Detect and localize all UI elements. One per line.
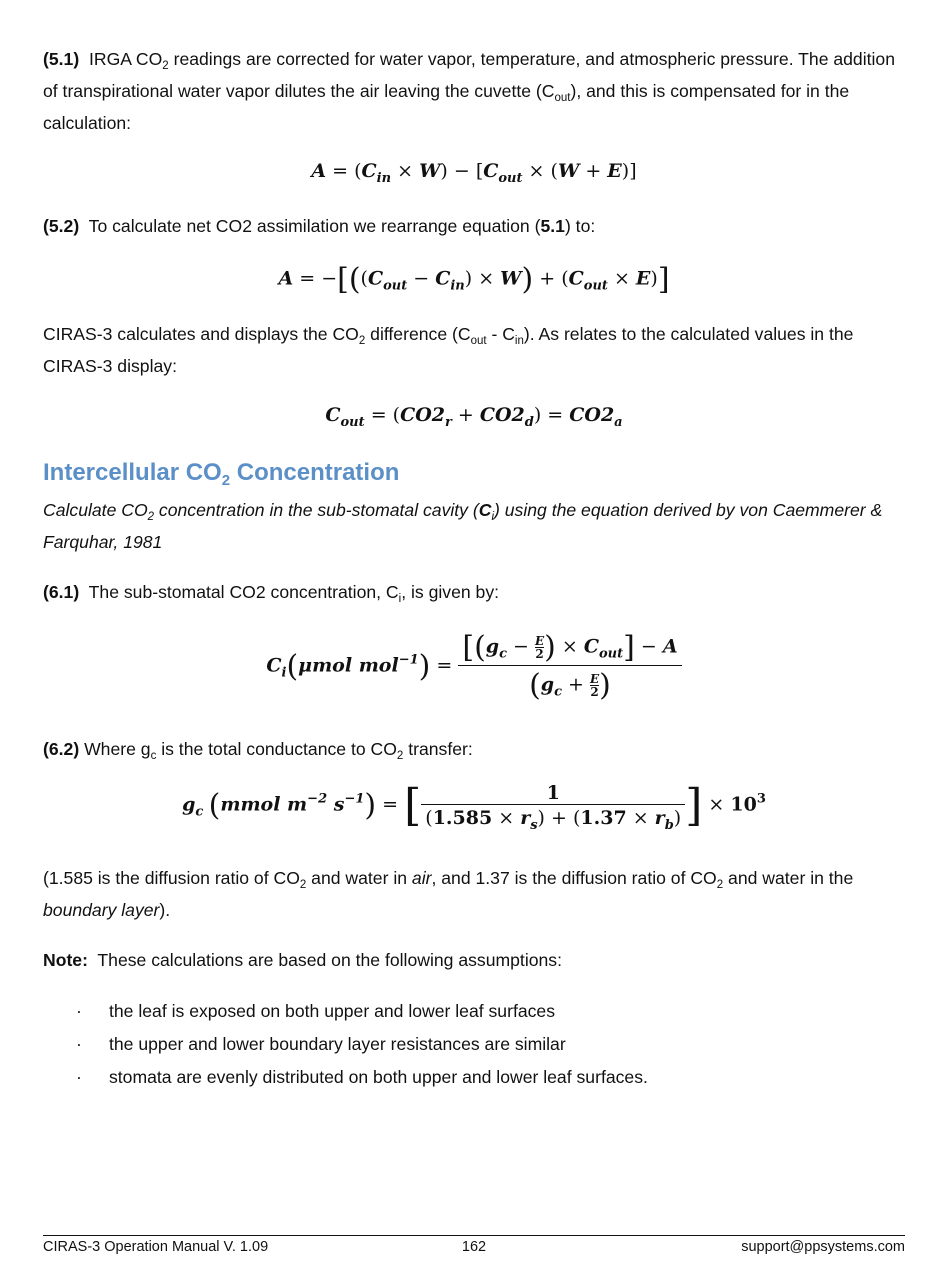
math-var: C bbox=[266, 654, 282, 677]
paragraph-6-2 bbox=[43, 733, 905, 765]
paragraph-5-1 bbox=[43, 43, 905, 139]
paragraph-5-2 bbox=[43, 210, 905, 242]
math-var: A bbox=[278, 267, 294, 290]
subscript: out bbox=[554, 92, 571, 104]
math-op: ( bbox=[425, 806, 433, 829]
note-text: These calculations are based on the following assumptions: bbox=[87, 950, 562, 970]
math-sub: i bbox=[281, 665, 287, 681]
list-item bbox=[43, 1061, 905, 1094]
subscript: 2 bbox=[162, 60, 169, 72]
math-op: × bbox=[492, 806, 521, 829]
note-label: Note: bbox=[43, 950, 88, 970]
subscript: out bbox=[470, 335, 487, 347]
label-5-2: (5.2) bbox=[43, 216, 80, 236]
text: Calculate CO bbox=[43, 500, 148, 520]
math-sub: s bbox=[530, 817, 538, 833]
math-op: × bbox=[472, 267, 501, 290]
math-var: E bbox=[635, 267, 651, 290]
emphasis: boundary layer bbox=[43, 900, 160, 920]
math-sub: out bbox=[340, 415, 365, 430]
math-op: = bbox=[376, 793, 405, 816]
list-item-text: stomata are evenly distributed on both upper and lower leaf surfaces. bbox=[109, 1067, 648, 1087]
text: ) to: bbox=[564, 216, 596, 236]
list-item bbox=[43, 995, 905, 1028]
math-op: ) bbox=[440, 160, 448, 182]
text: ), and this is compensated for in the calculation: bbox=[43, 81, 850, 133]
math-var: g bbox=[540, 673, 555, 696]
math-op: ) bbox=[533, 404, 542, 426]
math-unit: s bbox=[327, 793, 345, 816]
math-sub: d bbox=[524, 415, 534, 430]
math-op: − bbox=[634, 635, 663, 658]
small-fraction bbox=[590, 673, 599, 698]
math-bracket: ] bbox=[623, 630, 635, 665]
text: To calculate net CO2 assimilation we rearrange equation ( bbox=[88, 216, 541, 236]
text: ). As relates to the calculated values in the CIRAS-3 display: bbox=[43, 324, 854, 376]
math-op: = bbox=[364, 404, 393, 426]
math-op: ] bbox=[629, 160, 637, 182]
heading-text: Concentration bbox=[230, 459, 400, 486]
math-var: C bbox=[568, 267, 584, 290]
text: - C bbox=[486, 324, 515, 344]
math-var: C bbox=[367, 267, 384, 290]
math-sub: c bbox=[554, 684, 563, 700]
paragraph-diffusion-ratio bbox=[43, 862, 905, 926]
math-sup: 3 bbox=[756, 791, 766, 807]
math-op: ) bbox=[673, 806, 682, 829]
math-bracket: ) bbox=[521, 262, 534, 297]
text: , is given by: bbox=[401, 582, 500, 602]
list-item-text: the upper and lower boundary layer resistances are similar bbox=[109, 1034, 566, 1054]
math-op: ) bbox=[537, 806, 545, 829]
math-sub: out bbox=[599, 646, 624, 662]
math-bracket: [ bbox=[404, 780, 422, 831]
math-op: × bbox=[607, 267, 636, 290]
math-op: + bbox=[544, 806, 573, 829]
subscript: 2 bbox=[299, 879, 307, 891]
text: (1.585 is the diffusion ratio of CO bbox=[43, 868, 300, 888]
math-bracket: ) bbox=[364, 788, 377, 823]
text: The sub-stomatal CO2 concentration, C bbox=[88, 582, 399, 602]
equation-5-2 bbox=[43, 262, 905, 297]
math-sub: b bbox=[664, 817, 674, 833]
math-op: = bbox=[541, 404, 570, 426]
paragraph-intro bbox=[43, 494, 905, 558]
math-var: C bbox=[435, 267, 451, 290]
note-paragraph bbox=[43, 944, 905, 976]
math-op: × bbox=[391, 160, 420, 182]
math-unit: μmol mol bbox=[298, 654, 399, 677]
math-bracket: ( bbox=[208, 788, 221, 823]
text: concentration in the sub-stomatal cavity ( bbox=[154, 500, 479, 520]
math-sub: c bbox=[499, 646, 508, 662]
fraction bbox=[458, 630, 681, 703]
math-op: ) bbox=[650, 267, 658, 290]
math-var: CO2 bbox=[569, 404, 615, 426]
math-bracket: ) bbox=[544, 630, 556, 665]
subscript: 2 bbox=[358, 335, 366, 347]
text: readings are corrected for water vapor, temperature, and atmospheric pressure. The addition of transpirational water vapor dilutes the air leaving the cuvette (C bbox=[43, 49, 895, 101]
math-num: 1.585 bbox=[432, 806, 493, 829]
math-var: CO2 bbox=[400, 404, 445, 426]
text: transfer: bbox=[403, 739, 473, 759]
assumptions-list bbox=[43, 995, 905, 1094]
equation-5-1 bbox=[43, 160, 905, 186]
math-var: E bbox=[535, 634, 545, 648]
math-sub: r bbox=[444, 415, 452, 430]
bullet-icon: · bbox=[76, 1001, 82, 1021]
text: ) using the equation derived by von Caemmerer & Farquhar, 1981 bbox=[43, 500, 883, 552]
math-var: A bbox=[311, 160, 327, 182]
math-var: W bbox=[557, 160, 580, 182]
math-var: r bbox=[654, 806, 665, 829]
equation-ref: 5.1 bbox=[540, 216, 565, 236]
math-op: + bbox=[533, 267, 562, 290]
page-number: 162 bbox=[461, 1239, 487, 1255]
math-bracket: ) bbox=[599, 668, 611, 703]
label-5-1: (5.1) bbox=[43, 49, 80, 69]
math-op: ( bbox=[550, 160, 558, 182]
equation-6-2 bbox=[43, 780, 905, 831]
denominator bbox=[421, 804, 685, 833]
fraction bbox=[421, 781, 685, 833]
math-num: 2 bbox=[590, 685, 599, 699]
math-op: ( bbox=[360, 267, 368, 290]
subscript: in bbox=[514, 335, 524, 347]
math-sub: out bbox=[498, 171, 523, 186]
list-item-text: the leaf is exposed on both upper and lower leaf surfaces bbox=[109, 1001, 555, 1021]
math-var: r bbox=[520, 806, 531, 829]
math-op: = bbox=[430, 654, 459, 677]
math-sub: in bbox=[376, 171, 392, 186]
numerator: 1 bbox=[546, 781, 560, 804]
small-fraction bbox=[535, 635, 544, 660]
paragraph-6-1 bbox=[43, 576, 905, 608]
math-bracket: ( bbox=[348, 262, 361, 297]
math-sub: a bbox=[614, 415, 623, 430]
math-bracket: ] bbox=[685, 780, 703, 831]
denominator bbox=[458, 665, 681, 703]
math-sup: −2 bbox=[307, 791, 328, 807]
bullet-icon: · bbox=[76, 1034, 82, 1054]
text: CIRAS-3 calculates and displays the CO bbox=[43, 324, 359, 344]
math-op: − bbox=[321, 267, 338, 290]
math-op: ) bbox=[464, 267, 473, 290]
bullet-icon: · bbox=[76, 1067, 82, 1087]
math-op: ( bbox=[572, 806, 581, 829]
math-unit: mmol m bbox=[220, 793, 308, 816]
text: and water in the bbox=[723, 868, 854, 888]
text: IRGA CO bbox=[88, 49, 163, 69]
text: and water in bbox=[306, 868, 412, 888]
math-op: × bbox=[522, 160, 551, 182]
math-sub: out bbox=[583, 278, 608, 294]
text: is the total conductance to CO bbox=[156, 739, 397, 759]
math-var: C bbox=[583, 635, 600, 658]
math-bracket: [ bbox=[337, 262, 349, 297]
math-bracket: ( bbox=[286, 649, 299, 684]
section-heading bbox=[43, 458, 905, 488]
math-bracket: [ bbox=[462, 630, 475, 665]
math-sup: −1 bbox=[344, 791, 365, 807]
subscript: 2 bbox=[396, 750, 404, 762]
math-op: ( bbox=[561, 267, 569, 290]
subscript: 2 bbox=[221, 472, 231, 489]
math-sub: c bbox=[195, 804, 204, 820]
math-var: C bbox=[361, 160, 377, 182]
label-6-1: (6.1) bbox=[43, 582, 80, 602]
footer-email: support@ppsystems.com bbox=[741, 1239, 905, 1255]
math-op: [ bbox=[475, 160, 484, 182]
math-op: + bbox=[451, 404, 480, 426]
math-var: CO2 bbox=[479, 404, 525, 426]
math-op: − bbox=[507, 635, 536, 658]
math-op: − bbox=[407, 267, 436, 290]
math-op: ) bbox=[621, 160, 630, 182]
math-op: = bbox=[326, 160, 355, 182]
math-var: E bbox=[590, 672, 600, 686]
numerator bbox=[458, 630, 681, 665]
symbol: C bbox=[478, 500, 492, 520]
label-6-2: (6.2) bbox=[43, 739, 80, 759]
footer-manual-title: CIRAS-3 Operation Manual V. 1.09 bbox=[43, 1239, 269, 1255]
math-var: C bbox=[325, 404, 341, 426]
math-var: g bbox=[485, 635, 500, 658]
subscript: c bbox=[150, 750, 157, 762]
subscript: i bbox=[398, 593, 402, 605]
math-op: × bbox=[555, 635, 584, 658]
math-op: + bbox=[579, 160, 608, 182]
math-sub: in bbox=[450, 278, 465, 294]
subscript: 2 bbox=[147, 511, 155, 523]
subscript: i bbox=[491, 511, 494, 523]
math-op: × bbox=[626, 806, 655, 829]
math-op: − bbox=[447, 160, 476, 182]
math-op: × bbox=[702, 793, 731, 816]
footer-divider bbox=[43, 1235, 905, 1236]
math-var: W bbox=[500, 267, 522, 290]
text: , and 1.37 is the diffusion ratio of CO bbox=[431, 868, 717, 888]
equation-6-1 bbox=[43, 630, 905, 703]
math-bracket: ( bbox=[529, 668, 541, 703]
math-bracket: ) bbox=[418, 649, 431, 684]
text: ). bbox=[159, 900, 171, 920]
math-num: 1.37 bbox=[580, 806, 627, 829]
heading-text: Intercellular CO bbox=[43, 459, 222, 486]
math-op: = bbox=[293, 267, 322, 290]
math-sub: out bbox=[383, 278, 408, 294]
math-sup: −1 bbox=[398, 652, 419, 668]
math-var: A bbox=[662, 635, 678, 658]
math-var: W bbox=[419, 160, 441, 182]
text: Where g bbox=[79, 739, 151, 759]
math-var: C bbox=[483, 160, 499, 182]
equation-cout bbox=[43, 404, 905, 430]
math-num: 10 bbox=[730, 793, 757, 816]
math-bracket: ] bbox=[657, 262, 670, 297]
math-var: g bbox=[182, 793, 196, 816]
paragraph-co2-difference bbox=[43, 318, 905, 382]
math-op: ( bbox=[354, 160, 362, 182]
math-op: + bbox=[562, 673, 591, 696]
math-op: ( bbox=[392, 404, 401, 426]
text: difference (C bbox=[365, 324, 471, 344]
subscript: 2 bbox=[716, 879, 724, 891]
math-var: E bbox=[607, 160, 622, 182]
math-bracket: ( bbox=[474, 630, 486, 665]
math-num: 2 bbox=[535, 647, 544, 661]
list-item bbox=[43, 1028, 905, 1061]
emphasis: air bbox=[411, 868, 432, 888]
